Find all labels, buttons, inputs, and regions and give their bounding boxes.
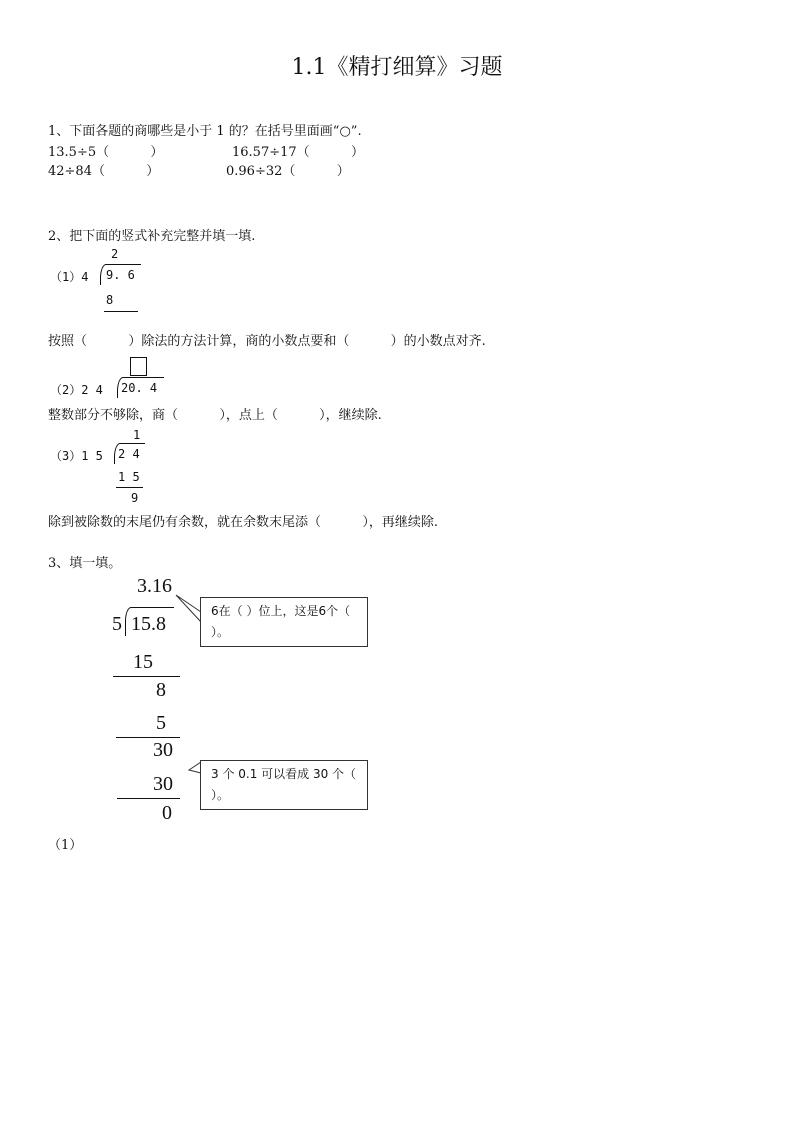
q2-p3-subtract-line bbox=[116, 487, 143, 488]
q2-p3-remainder: 9 bbox=[131, 491, 139, 505]
q1-prompt: 1、下面各题的商哪些是小于 1 的？在括号里面画“○”. bbox=[48, 124, 362, 139]
q2-p1-fill: 按照（ ）除法的方法计算，商的小数点要和（ ）的小数点对齐. bbox=[48, 334, 486, 349]
q3-step-8: 8 bbox=[156, 679, 166, 701]
callout1-pointer bbox=[176, 595, 201, 622]
q2-p1-dividend: 9. 6 bbox=[106, 268, 135, 282]
q1-item-0.96÷32: 0.96÷32（ ） bbox=[226, 164, 350, 179]
q3-dividend: 15.8 bbox=[131, 613, 166, 635]
q3-step-5: 5 bbox=[156, 712, 166, 734]
q1-item-42÷84: 42÷84（ ） bbox=[48, 164, 160, 179]
q2-p1-partial: 8 bbox=[106, 293, 114, 307]
q2-p1-quotient: 2 bbox=[111, 247, 119, 261]
q2-p3-dividend: 2 4 bbox=[118, 447, 140, 461]
q3-step-30a: 30 bbox=[153, 739, 173, 761]
q2-p2-quotient-box bbox=[130, 357, 147, 376]
q2-p3-divisor-label: （3）1 5 bbox=[50, 449, 103, 463]
q2-p1-divisor-label: （1）4 bbox=[50, 270, 89, 284]
q2-p3-quotient: 1 bbox=[133, 428, 141, 442]
q3-divisor: 5 bbox=[112, 613, 122, 635]
q1-item-16.57÷17: 16.57÷17（ ） bbox=[232, 145, 364, 160]
callout-place-value: 6在（ ）位上，这是6个（ ）。 bbox=[200, 597, 368, 647]
q2-prompt: 2、把下面的竖式补充完整并填一填. bbox=[48, 229, 256, 244]
q2-p3-partial: 1 5 bbox=[118, 470, 140, 484]
q2-p2-dividend: 20. 4 bbox=[121, 381, 158, 395]
q3-quotient: 3.16 bbox=[137, 575, 172, 597]
q3-step-0: 0 bbox=[162, 802, 172, 824]
q3-sub1-label: （1） bbox=[48, 838, 83, 853]
page-title: 1.1《精打细算》习题 bbox=[291, 55, 503, 80]
q3-step-15: 15 bbox=[133, 651, 153, 673]
q2-p1-subtract-line bbox=[104, 311, 138, 312]
callout-thirty-hundredths: 3 个 0.1 可以看成 30 个（ ）。 bbox=[200, 760, 368, 810]
q2-p3-fill: 除到被除数的末尾仍有余数，就在余数末尾添（ ），再继续除. bbox=[48, 515, 438, 530]
q3-prompt: 3、填一填。 bbox=[48, 556, 122, 571]
q2-p2-fill: 整数部分不够除，商（ ），点上（ ），继续除. bbox=[48, 408, 382, 423]
q2-p2-divisor-label: （2）2 4 bbox=[50, 383, 103, 397]
q1-item-13.5÷5: 13.5÷5（ ） bbox=[48, 145, 164, 160]
q3-step-30b: 30 bbox=[153, 773, 173, 795]
